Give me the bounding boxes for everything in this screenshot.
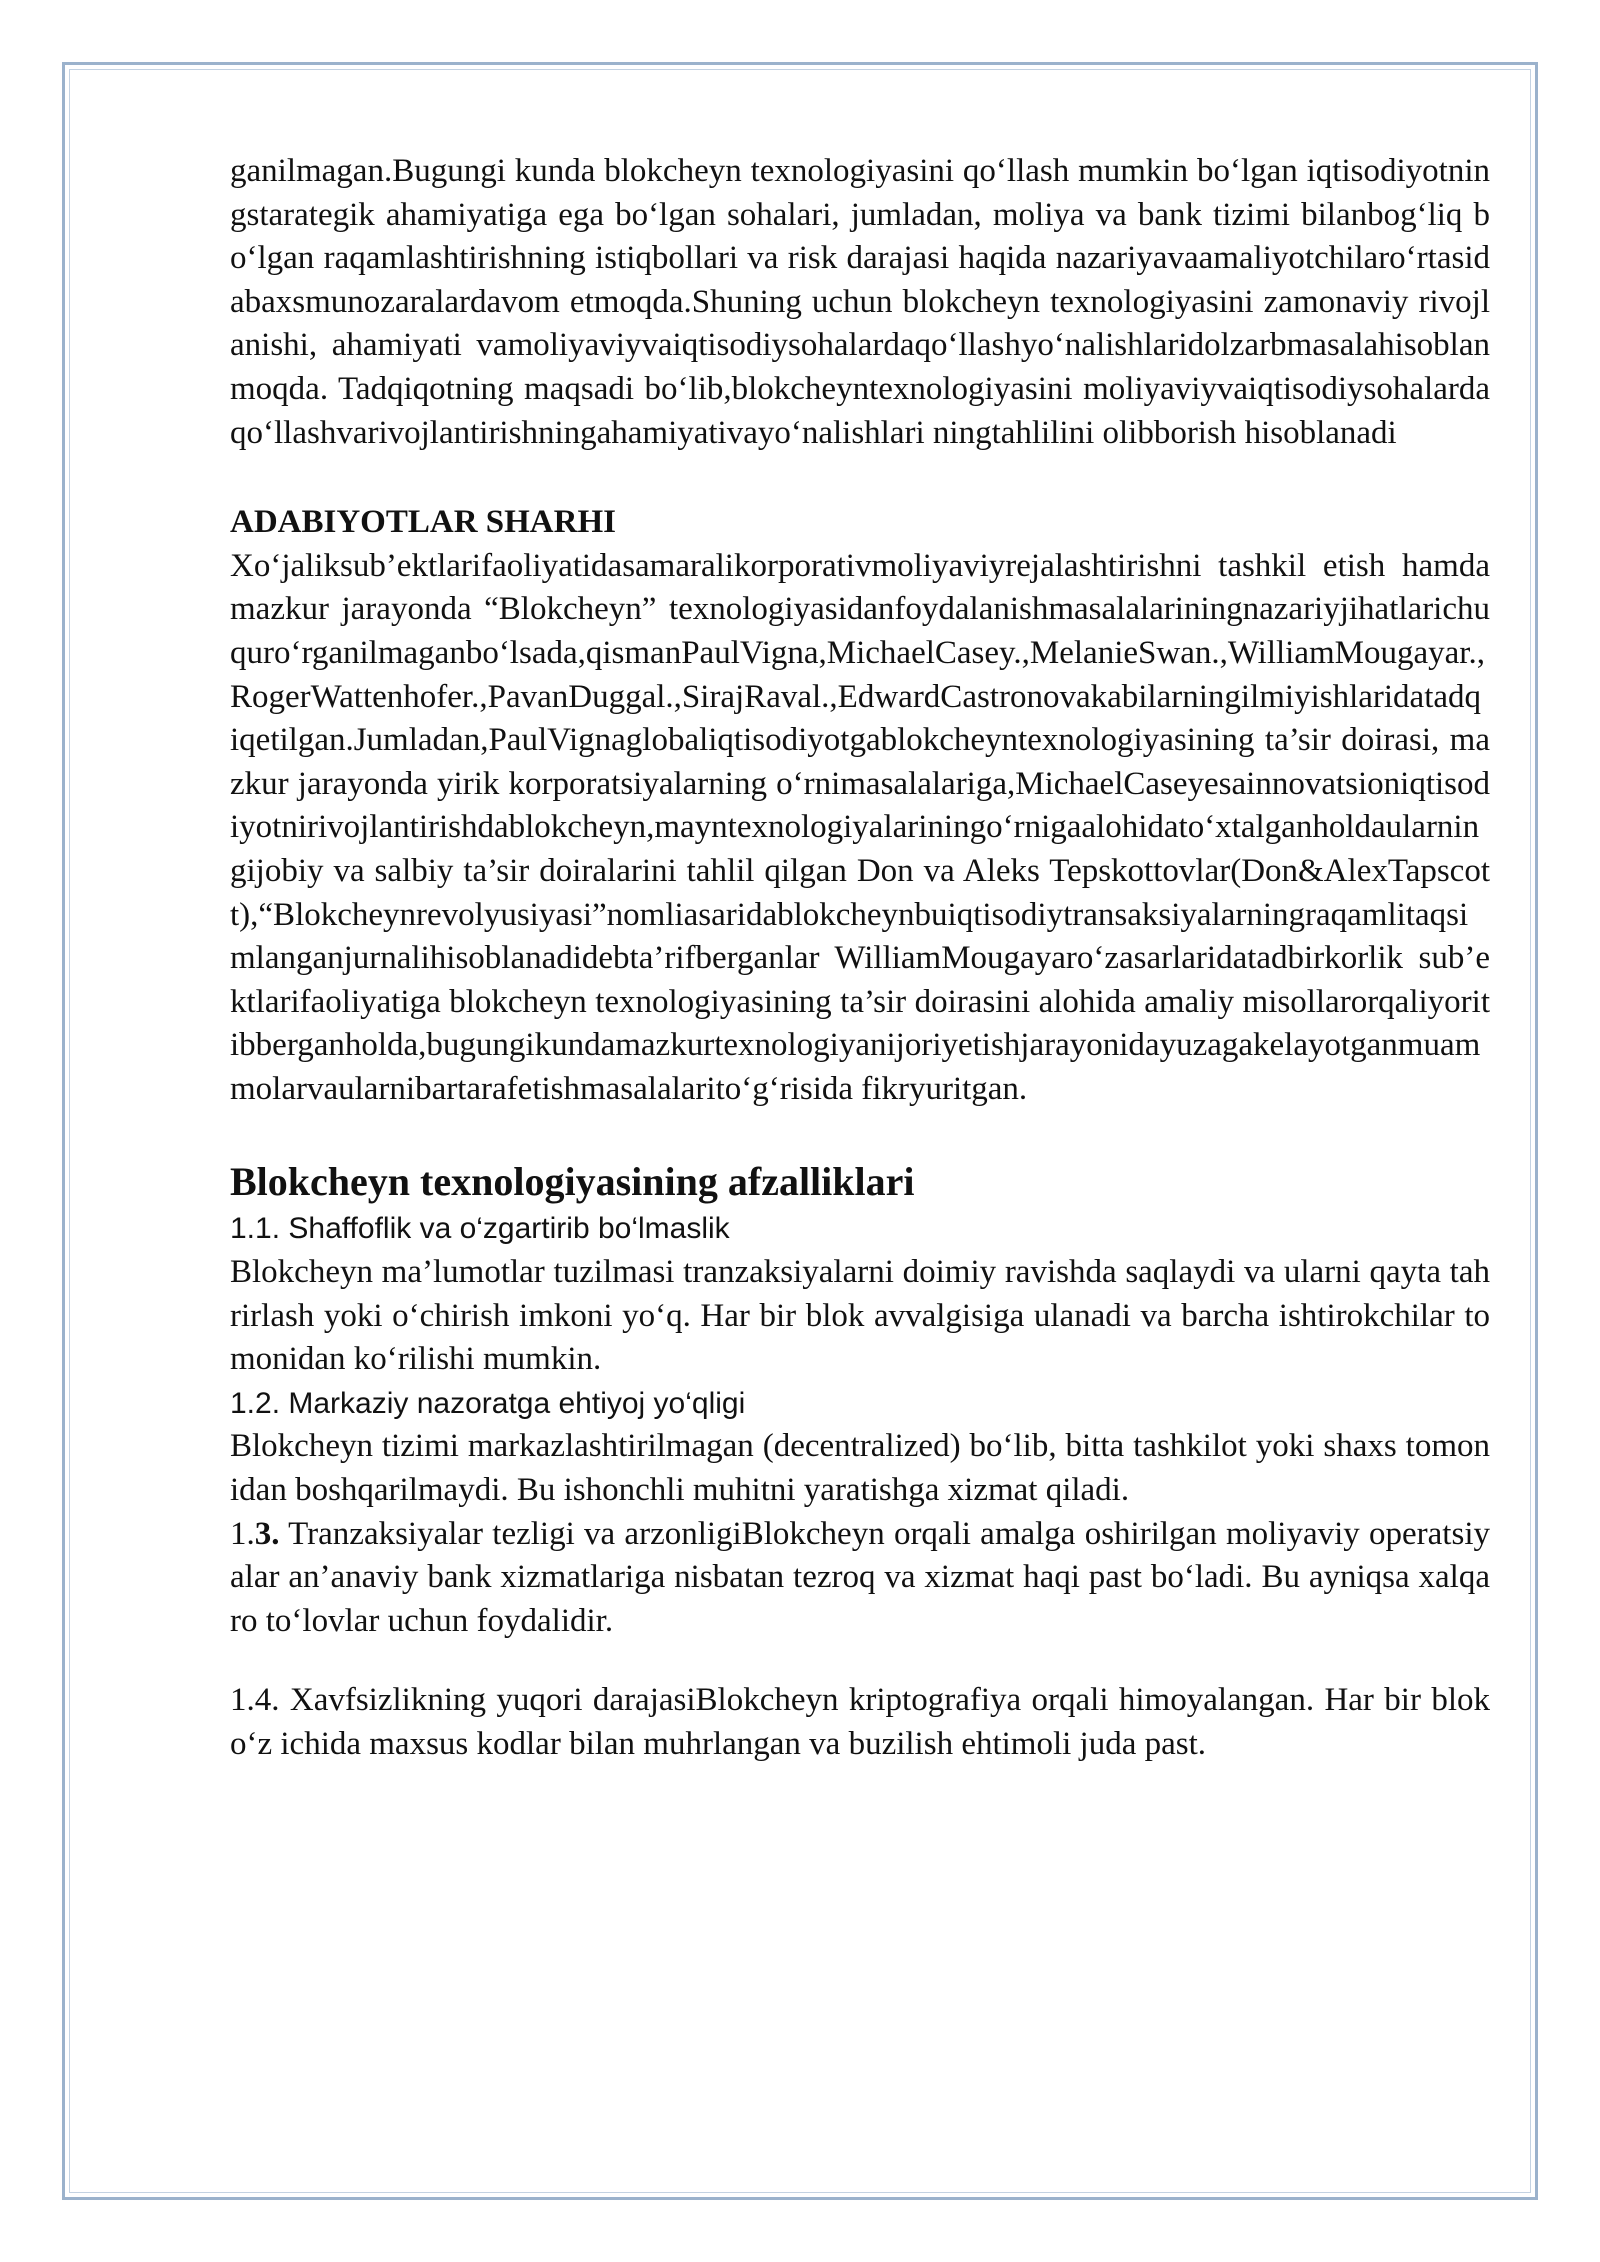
subsection-number-1-3a: 1. [230,1515,255,1552]
spacer [230,1643,1490,1679]
spacer [230,455,1490,501]
subsection-number-1-3b: 3. [254,1515,280,1552]
subsection-text-1-1: Blokcheyn ma’lumotlar tuzilmasi tranzaksiyalarni doimiy ravishda saqlaydi va ularni qayta tahrirlash yoki o‘chirish imkoni yo‘q. Har bir blok avvalgisiga ulanadi va barcha ishtirokchilar tomonidan ko‘rilishi mumkin. [230,1254,1490,1378]
intro-paragraph: ganilmagan.Bugungi kunda blokcheyn texnologiyasini qo‘llash mumkin bo‘lgan iqtisodiyotningstarategik ahamiyatiga ega bo‘lgan sohalari, jumladan, moliya va bank tizimi bilanbog‘liq bo‘lgan raqamlashtirishning istiqbollari va risk darajasi haqida nazariyavaamaliyotchilaro‘rtasidabaxsmunozaralardavom etmoqda.Shuning uchun blokcheyn texnologiyasini zamonaviy rivojlanishi, ahamiyati vamoliyaviyvaiqtisodiysohalardaqo‘llashyo‘nalishlaridolzarbmasalahisoblanmoqda. Tadqiqotning maqsadi bo‘lib,blokcheyntexnologiyasini moliyaviyvaiqtisodiysohalardaqo‘llashvarivojlantirishningahamiyativayo‘nalishlari ningtahlilini olibborish hisoblanadi [230,153,1490,451]
literature-paragraph: Xo‘jaliksub’ektlarifaoliyatidasamaralikorporativmoliyaviyrejalashtirishni tashkil etish hamda mazkur jarayonda “Blokcheyn” texnologiyasidanfoydalanishmasalalariningnazariyjihatlarichuquro‘rganilmaganbo‘lsada,qismanPaulVigna,MichaelCasey.,MelanieSwan.,WilliamMougayar.,RogerWattenhofer.,PavanDuggal.,SirajRaval.,EdwardCastronovakabilarningilmiyishlaridatadqiqetilgan.Jumladan,PaulVignaglobaliqtisodiyotgablokcheyntexnologiyasining ta’sir doirasi, mazkur jarayonda yirik korporatsiyalarning o‘rnimasalalariga,MichaelCaseyesainnovatsioniqtisodiyotnirivojlantirishdablokcheyn,mayntexnologiyalariningo‘rnigaalohidato‘xtalganholdaularningijobiy va salbiy ta’sir doiralarini tahlil qilgan Don va Aleks Tepskottovlar(Don&AlexTapscott),“Blokcheynrevolyusiyasi”nomliasaridablokcheynbuiqtisodiytransaksiyalarningraqamlitaqsimlanganjurnalihisoblanadidebta’rifberganlar WilliamMougayaro‘zasarlaridatadbirkorlik sub’ektlarifaoliyatiga blokcheyn texnologiyasining ta’sir doirasini alohida amaliy misollarorqaliyoritibberganholda,bugungikundamazkurtexnologiyanijoriyetishjarayonidayuzagakelayotganmuammolarvaularnibartarafetishmasalalarito‘g‘risida fikryuritgan. [230,547,1490,1107]
subsection-text-1-4: 1.4. Xavfsizlikning yuqori darajasiBlokcheyn kriptografiya orqali himoyalangan. Har bir blok o‘z ichida maxsus kodlar bilan muhrlangan va buzilish ehtimoli juda past. [230,1682,1490,1762]
subsection-title-1-1: 1.1. Shaffoflik va o‘zgartirib bo‘lmaslik [230,1212,730,1246]
literature-heading: ADABIYOTLAR SHARHI [230,504,616,541]
subsection-body-1-3: Tranzaksiyalar tezligi va arzonligiBlokcheyn orqali amalga oshirilgan moliyaviy operatsiyalar an’anaviy bank xizmatlariga nisbatan tezroq va xizmat haqi past bo‘ladi. Bu ayniqsa xalqaro to‘lovlar uchun foydalidir. [230,1515,1490,1639]
subsection-title-1-2: 1.2. Markaziy nazoratga ehtiyoj yo‘qligi [230,1386,746,1420]
subsection-text-1-2: Blokcheyn tizimi markazlashtirilmagan (decentralized) bo‘lib, bitta tashkilot yoki shaxs tomonidan boshqarilmaydi. Bu ishonchli muhitni yaratishga xizmat qiladi. [230,1428,1490,1509]
spacer [230,1111,1490,1157]
document-body [230,150,1490,1767]
subsection-text-1-3 [230,1513,1490,1644]
advantages-heading: Blokcheyn texnologiyasining afzalliklari [230,1159,915,1205]
